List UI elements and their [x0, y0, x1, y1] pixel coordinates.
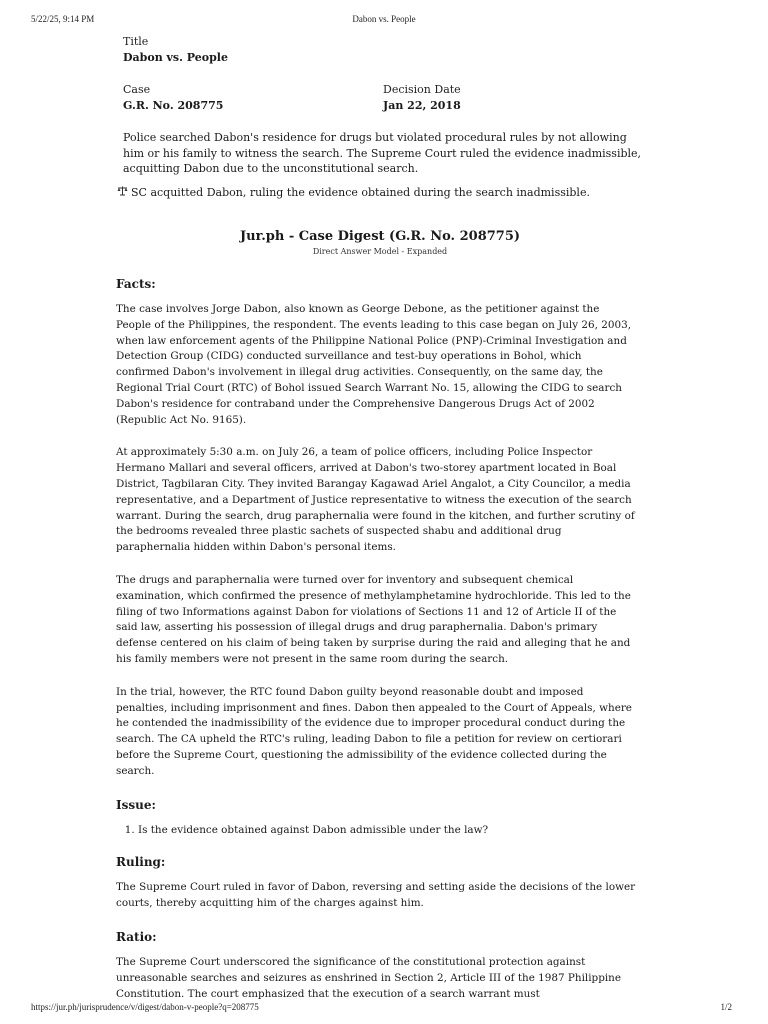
digest-body: [116, 276, 636, 1019]
ratio-text: The Supreme Court underscored the significance of the constitutional protection against unreasonable searches and seizures as enshrined in Section 2, Article III of the 1987 Philippine Constitution. The court emphasized that the execution of a search warrant must: [116, 955, 622, 1000]
facts-paragraph: In the trial, however, the RTC found Dabon guilty beyond reasonable doubt and imposed penalties, including imprisonment and fines. Dabon then appealed to the Court of Appeals, where he contended the inadmissibility of the evidence due to improper procedural conduct during the search. The CA upheld the RTC's ruling, leading Dabon to file a petition for review on certiorari before the Supreme Court, questioning the admissibility of the evidence collected during the search.: [116, 685, 632, 777]
print-footer: [0, 1000, 768, 1024]
scale-icon: [117, 185, 129, 201]
case-summary: Police searched Dabon's residence for drugs but violated procedural rules by not allowing him or his family to witness the search. The Supreme Court ruled the evidence inadmissible, acquitting Dabon due to the unconstitutional search.: [123, 131, 642, 175]
sc-verdict-line: [117, 185, 643, 201]
issue-heading: Issue:: [116, 797, 156, 812]
page-number: 1/2: [720, 1002, 732, 1012]
print-doc-title: Dabon vs. People: [352, 14, 416, 24]
sc-verdict-text: SC acquitted Dabon, ruling the evidence obtained during the search inadmissible.: [131, 185, 590, 199]
title-value: Dabon vs. People: [123, 51, 228, 64]
digest-subtitle: Direct Answer Model - Expanded: [312, 247, 448, 256]
print-header: [0, 0, 768, 24]
facts-paragraph: The drugs and paraphernalia were turned over for inventory and subsequent chemical examination, which confirmed the presence of methylamphetamine hydrochloride. This led to the filing of two Informations against Dabon for violations of Sections 11 and 12 of Article II of the said law, asserting his possession of illegal drugs and drug paraphernalia. Dabon's primary defense centered on his claim of being taken by surprise during the raid and alleging that he and his family members were not present in the same room during the search.: [116, 573, 631, 665]
case-number: G.R. No. 208775: [123, 99, 224, 112]
facts-paragraph: The case involves Jorge Dabon, also known as George Debone, as the petitioner against the People of the Philippines, the respondent. The events leading to this case began on July 26, 2003, when law enforcement agents of the Philippine National Police (PNP)-Criminal Investigation and Detection Group (CIDG) conducted surveillance and test-buy operations in Bohol, which confirmed Dabon's involvement in illegal drug activities. Consequently, on the same day, the Regional Trial Court (RTC) of Bohol issued Search Warrant No. 15, allowing the CIDG to search Dabon's residence for contraband under the Comprehensive Dangerous Drugs Act of 2002 (Republic Act No. 9165).: [116, 303, 631, 426]
case-label: Case: [123, 83, 151, 96]
print-datetime: 5/22/25, 9:14 PM: [31, 14, 95, 24]
facts-heading: Facts:: [116, 277, 156, 291]
ruling-text: The Supreme Court ruled in favor of Dabon, reversing and setting aside the decisions of the lower courts, thereby acquitting him of the charges against him.: [116, 881, 636, 910]
ruling-heading: Ruling:: [116, 855, 166, 870]
decision-date-label: Decision Date: [383, 83, 461, 96]
decision-date: Jan 22, 2018: [383, 99, 461, 112]
title-label: Title: [123, 35, 149, 48]
issue-item: 1. Is the evidence obtained against Dabon admissible under the law?: [138, 823, 636, 839]
case-header: [123, 34, 643, 272]
digest-title: Jur.ph - Case Digest (G.R. No. 208775): [239, 229, 521, 244]
issue-list: [116, 823, 636, 839]
facts-paragraph: At approximately 5:30 a.m. on July 26, a team of police officers, including Police Inspector Hermano Mallari and several officers, arrived at Dabon's two-storey apartment located in Boal District, Tagbilaran City. They invited Barangay Kagawad Ariel Angalot, a City Councilor, a media representative, and a Department of Justice representative to witness the execution of the search warrant. During the search, drug paraphernalia were found in the kitchen, and further scrutiny of the bedrooms revealed three plastic sachets of suspected shabu and additional drug paraphernalia hidden within Dabon's personal items.: [116, 446, 635, 554]
footer-url[interactable]: https://jur.ph/jurisprudence/v/digest/dabon-v-people?q=208775: [31, 1002, 259, 1012]
ratio-heading: Ratio:: [116, 929, 157, 944]
